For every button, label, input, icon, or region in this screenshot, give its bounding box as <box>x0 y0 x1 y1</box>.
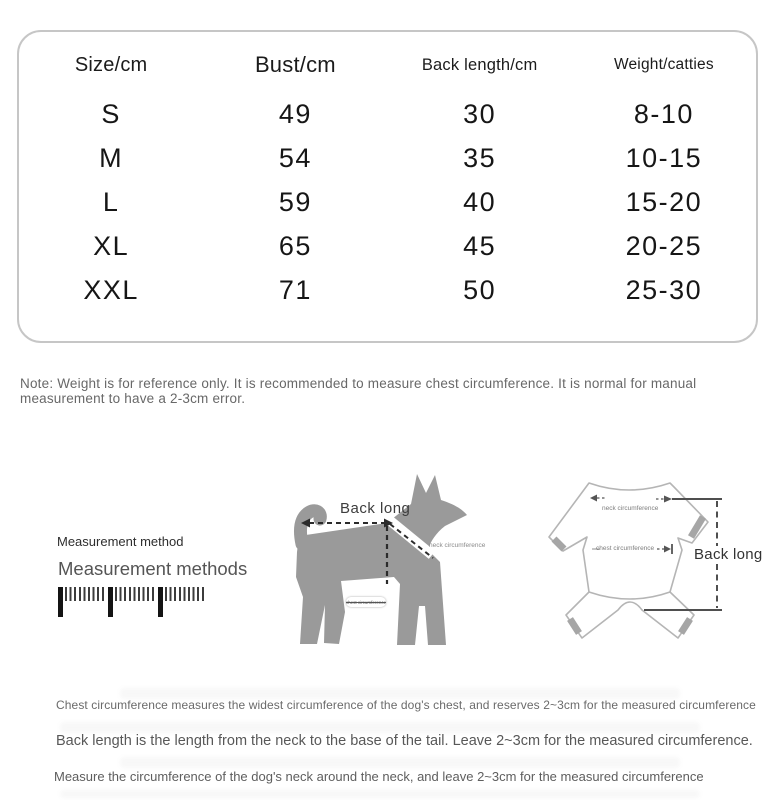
ghost-text-artifact <box>60 722 700 733</box>
cell-bust: 59 <box>278 186 312 217</box>
ruler-icon <box>58 587 208 617</box>
ghost-text-artifact <box>60 790 700 798</box>
cell-back: 50 <box>463 274 497 305</box>
cell-bust: 65 <box>278 230 312 261</box>
column-header-weight: Weight/catties <box>613 56 714 73</box>
cell-size: XL <box>93 230 130 261</box>
garment-chest-circumference-label: chest circumference <box>596 545 655 552</box>
cell-back: 35 <box>463 142 497 173</box>
size-chart-table <box>17 30 758 343</box>
cell-bust: 49 <box>278 98 312 129</box>
cell-size: XXL <box>83 274 139 305</box>
chest-measure-description: Chest circumference measures the widest circumference of the dog's chest, and reserves 2~3cm for the measured circumference <box>56 698 756 712</box>
cell-weight: 15-20 <box>625 186 703 217</box>
cell-weight: 20-25 <box>625 230 703 261</box>
garment-neck-circumference-label: neck circumference <box>602 505 659 512</box>
cell-back: 45 <box>463 230 497 261</box>
cell-bust: 71 <box>278 274 312 305</box>
garment-back-long-label: Back long <box>694 546 763 563</box>
dog-neck-circumference-label: neck circumference <box>429 542 486 549</box>
ruler-minor-ticks <box>65 587 106 601</box>
dog-back-long-label: Back long <box>340 500 411 517</box>
column-header-back: Back length/cm <box>421 55 538 74</box>
cell-size: M <box>99 142 124 173</box>
cell-weight: 8-10 <box>633 98 694 129</box>
dog-silhouette-diagram <box>289 472 467 650</box>
ruler-major-tick <box>58 587 63 617</box>
cell-size: L <box>102 186 120 217</box>
column-header-size: Size/cm <box>74 53 148 76</box>
measurement-methods-subtitle: Measurement methods <box>58 558 248 579</box>
cell-back: 30 <box>463 98 497 129</box>
ghost-text-artifact <box>120 757 680 768</box>
ruler-minor-ticks <box>115 587 156 601</box>
neck-measure-description: Measure the circumference of the dog's neck around the neck, and leave 2~3cm for the measured circumference <box>54 769 704 784</box>
cell-size: S <box>101 98 121 129</box>
measurement-method-title: Measurement method <box>57 534 184 549</box>
column-header-bust: Bust/cm <box>254 52 336 77</box>
cell-weight: 10-15 <box>625 142 703 173</box>
cell-back: 40 <box>463 186 497 217</box>
cell-bust: 54 <box>278 142 312 173</box>
cell-weight: 25-30 <box>625 274 703 305</box>
ruler-major-tick <box>108 587 113 617</box>
back-length-description: Back length is the length from the neck to the base of the tail. Leave 2~3cm for the measured circumference. <box>56 733 753 749</box>
dog-chest-circumference-pill: chest circumference <box>346 597 386 607</box>
ruler-major-tick <box>158 587 163 617</box>
weight-reference-note: Note: Weight is for reference only. It is recommended to measure chest circumference. It is normal for manual measurement to have a 2-3cm error. <box>20 376 697 406</box>
ruler-minor-ticks <box>165 587 206 601</box>
